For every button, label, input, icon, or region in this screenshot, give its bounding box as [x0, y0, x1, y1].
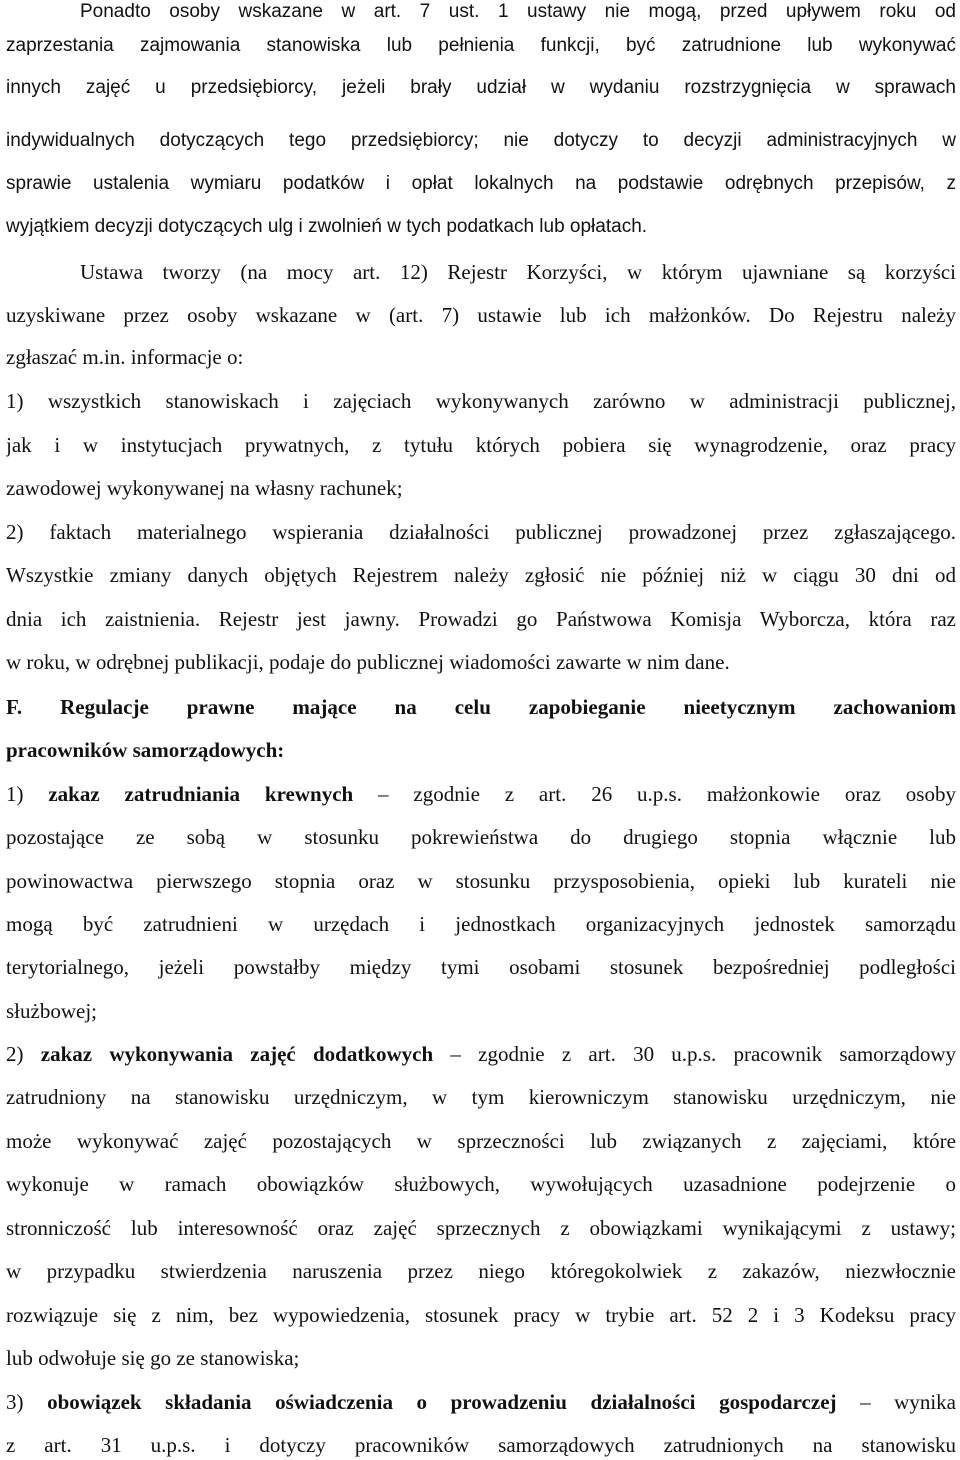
text-run: jak i w instytucjach prywatnych, z tytułu których pobiera się wynagrodzenie, oraz pracy: [6, 433, 956, 457]
text-run: z art. 31 u.p.s. i dotyczy pracowników samorządowych zatrudnionych na stanowisku: [6, 1433, 956, 1457]
text-run: wyjątkiem decyzji dotyczących ulg i zwolnień w tych podatkach lub opłatach.: [6, 216, 648, 237]
list-item-line: [6, 952, 956, 982]
text-run: może wykonywać zajęć pozostających w sprzeczności lub związanych z zajęciami, które: [6, 1129, 956, 1153]
list-item-line: [6, 1256, 956, 1286]
list-item-line: [6, 517, 956, 547]
text-run: w przypadku stwierdzenia naruszenia przez niego któregokolwiek z zakazów, niezwłocznie: [6, 1259, 956, 1283]
text-run: pozostające ze sobą w stosunku pokrewieństwa do drugiego stopnia włącznie lub: [6, 825, 956, 849]
text-run: Ustawa tworzy (na mocy art. 12) Rejestr Korzyści, w którym ujawniane są korzyści: [80, 260, 956, 284]
paragraph-line: [6, 560, 956, 590]
paragraph-line: [6, 212, 956, 242]
section-heading-text: pracowników samorządowych:: [6, 738, 285, 762]
list-item-line: [6, 1213, 956, 1243]
bold-term: obowiązek składania oświadczenia o prowadzeniu działalności gospodarczej: [47, 1390, 837, 1414]
list-item-line: [6, 866, 956, 896]
list-item-line: [6, 996, 956, 1026]
paragraph-line: [6, 126, 956, 156]
text-run: – zgodnie z art. 30 u.p.s. pracownik samorządowy: [433, 1042, 956, 1066]
text-run: 1) wszystkich stanowiskach i zajęciach wykonywanych zarówno w administracji publicznej,: [6, 389, 956, 413]
text-run: zawodowej wykonywanej na własny rachunek;: [6, 476, 403, 500]
bold-term: zakaz zatrudniania krewnych: [48, 782, 354, 806]
text-run: zgłaszać m.in. informacje o:: [6, 345, 244, 369]
list-item-line: [6, 386, 956, 416]
text-run: lub odwołuje się go ze stanowiska;: [6, 1346, 300, 1370]
list-item-line: [6, 1387, 956, 1417]
paragraph-line: [6, 342, 956, 372]
list-item-line: [6, 473, 956, 503]
paragraph-line: [6, 300, 956, 330]
list-item-line: [6, 1082, 956, 1112]
text-run: indywidualnych dotyczących tego przedsiębiorcy; nie dotyczy to decyzji administracyjnych w: [6, 130, 956, 151]
section-heading: [6, 735, 956, 765]
text-run: powinowactwa pierwszego stopnia oraz w stosunku przysposobienia, opieki lub kurateli nie: [6, 869, 956, 893]
text-run: Ponadto osoby wskazane w art. 7 ust. 1 ustawy nie mogą, przed upływem roku od: [80, 1, 956, 22]
section-heading: [6, 692, 956, 722]
text-run: zatrudniony na stanowisku urzędniczym, w tym kierowniczym stanowisku urzędniczym, nie: [6, 1085, 956, 1109]
text-run: 2): [6, 1042, 41, 1066]
list-item-line: [6, 1300, 956, 1330]
paragraph-line: [6, 31, 956, 61]
text-run: 2) faktach materialnego wspierania działalności publicznej prowadzonej przez zgłaszającego.: [6, 520, 956, 544]
text-run: terytorialnego, jeżeli powstałby między tymi osobami stosunek bezpośredniej podległości: [6, 955, 956, 979]
paragraph-line: [6, 604, 956, 634]
text-run: sprawie ustalenia wymiaru podatków i opłat lokalnych na podstawie odrębnych przepisów, z: [6, 173, 956, 194]
list-item-line: [6, 909, 956, 939]
text-run: wykonuje w ramach obowiązków służbowych, wywołujących uzasadnione podejrzenie o: [6, 1172, 956, 1196]
paragraph-line: [6, 0, 956, 27]
text-run: w roku, w odrębnej publikacji, podaje do publicznej wiadomości zawarte w nim dane.: [6, 650, 730, 674]
list-item-line: [6, 1169, 956, 1199]
text-run: służbowej;: [6, 999, 97, 1023]
text-run: – zgodnie z art. 26 u.p.s. małżonkowie oraz osoby: [353, 782, 956, 806]
text-run: zaprzestania zajmowania stanowiska lub pełnienia funkcji, być zatrudnione lub wykonywać: [6, 35, 956, 56]
text-run: dnia ich zaistnienia. Rejestr jest jawny. Prowadzi go Państwowa Komisja Wyborcza, która raz: [6, 607, 956, 631]
paragraph-line: [6, 257, 956, 287]
paragraph-line: [6, 169, 956, 199]
paragraph-line: [6, 647, 956, 677]
text-run: stronniczość lub interesowność oraz zajęć sprzecznych z obowiązkami wynikającymi z ustawy;: [6, 1216, 956, 1240]
text-run: 1): [6, 782, 49, 806]
list-item-line: [6, 822, 956, 852]
list-item-line: [6, 430, 956, 460]
list-item-line: [6, 1430, 956, 1460]
text-run: 3): [6, 1390, 48, 1414]
text-run: Wszystkie zmiany danych objętych Rejestrem należy zgłosić nie później niż w ciągu 30 dni od: [6, 563, 956, 587]
list-item-line: [6, 1126, 956, 1156]
text-run: rozwiązuje się z nim, bez wypowiedzenia, stosunek pracy w trybie art. 52 2 i 3 Kodeksu pracy: [6, 1303, 956, 1327]
text-run: mogą być zatrudnieni w urzędach i jednostkach organizacyjnych jednostek samorządu: [6, 912, 956, 936]
list-item-line: [6, 1343, 956, 1373]
list-item-line: [6, 779, 956, 809]
bold-term: zakaz wykonywania zajęć dodatkowych: [40, 1042, 434, 1066]
list-item-line: [6, 1039, 956, 1069]
text-run: – wynika: [836, 1390, 956, 1414]
section-heading-text: F. Regulacje prawne mające na celu zapobieganie nieetycznym zachowaniom: [6, 695, 956, 719]
text-run: uzyskiwane przez osoby wskazane w (art. 7) ustawie lub ich małżonków. Do Rejestru należy: [6, 303, 956, 327]
paragraph-line: [6, 73, 956, 103]
text-run: innych zajęć u przedsiębiorcy, jeżeli brały udział w wydaniu rozstrzygnięcia w sprawach: [6, 77, 956, 98]
